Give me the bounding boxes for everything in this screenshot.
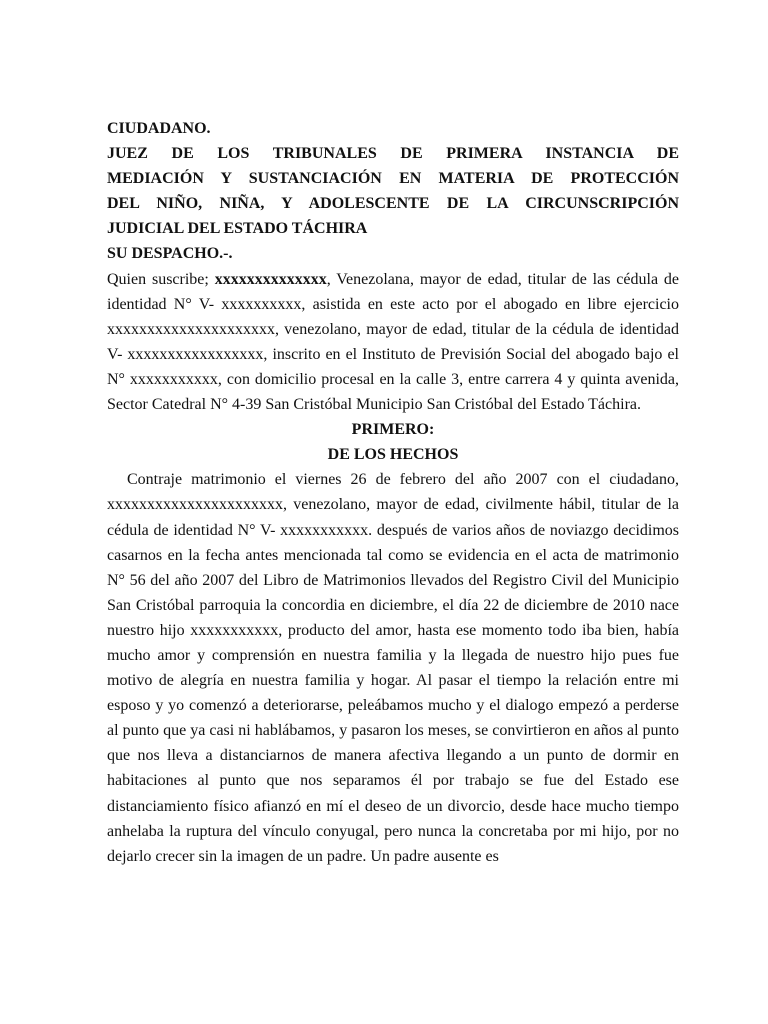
addressee-title: CIUDADANO. xyxy=(107,120,211,137)
addressee-closing: SU DESPACHO.-. xyxy=(107,245,233,263)
intro-details: , Venezolana, mayor de edad, titular de las cédula de identidad N° V- xxxxxxxxxx, asistida en este acto por el abogado en libre ejercicio xxxxxxxxxxxxxxxxxxxxx, venezolano, mayor de edad, titular de la cédula de identidad V- xxxxxxxxxxxxxxxxx, inscrito en el Instituto de Previsión Social del abogado bajo el N° xxxxxxxxxxx, con domicilio procesal en la calle 3, entre carrera 4 y quinta avenida, Sector Catedral N° 4-39 San Cristóbal Municipio San Cristóbal del Estado Táchira. xyxy=(107,270,679,414)
addressee-judge-line-4: JUDICIAL DEL ESTADO TÁCHIRA xyxy=(107,220,368,238)
addressee-judge-line-3: DEL NIÑO, NIÑA, Y ADOLESCENTE DE LA CIRCUNSCRIPCIÓN xyxy=(107,195,679,213)
document-page xyxy=(107,116,679,869)
facts-paragraph: Contraje matrimonio el viernes 26 de febrero del año 2007 con el ciudadano, xxxxxxxxxxxxxxxxxxxxxx, venezolano, mayor de edad, civilmente hábil, titular de la cédula de identidad N° V- xxxxxxxxxxx. después de varios años de noviazgo decidimos casarnos en la fecha antes mencionada tal como se evidencia en el acta de matrimonio N° 56 del año 2007 del Libro de Matrimonios llevados del Registro Civil del Municipio San Cristóbal parroquia la concordia en diciembre, el día 22 de diciembre de 2010 nace nuestro hijo xxxxxxxxxxx, producto del amor, hasta ese momento todo iba bien, había mucho amor y comprensión en nuestra familia y la llegada de nuestro hijo pues fue motivo de alegría en nuestra familia y hogar. Al pasar el tiempo la relación entre mi esposo y yo comenzó a deteriorarse, peleábamos mucho y el dialogo empezó a perderse al punto que ya casi ni hablábamos, y pasaron los meses, se convirtieron en años al punto que nos lleva a distanciarnos de manera afectiva llegando a un punto de dormir en habitaciones al punto que nos separamos él por trabajo se fue del Estado ese distanciamiento físico afianzó en mí el deseo de un divorcio, desde hace mucho tiempo anhelaba la ruptura del vínculo conyugal, pero nunca la concretaba por mi hijo, por no dejarlo crecer sin la imagen de un padre. Un padre ausente es xyxy=(107,471,679,865)
addressee-judge-line-2: MEDIACIÓN Y SUSTANCIACIÓN EN MATERIA DE PROTECCIÓN xyxy=(107,170,679,188)
intro-paragraph xyxy=(107,267,679,418)
section-title: DE LOS HECHOS xyxy=(327,446,459,464)
addressee-judge-line-1: JUEZ DE LOS TRIBUNALES DE PRIMERA INSTANCIA DE xyxy=(107,145,679,163)
section-number: PRIMERO: xyxy=(351,421,435,439)
addressee-block xyxy=(107,116,679,267)
intro-opening: Quien suscribe; xyxy=(107,270,215,288)
petitioner-name: xxxxxxxxxxxxxx xyxy=(214,270,327,288)
